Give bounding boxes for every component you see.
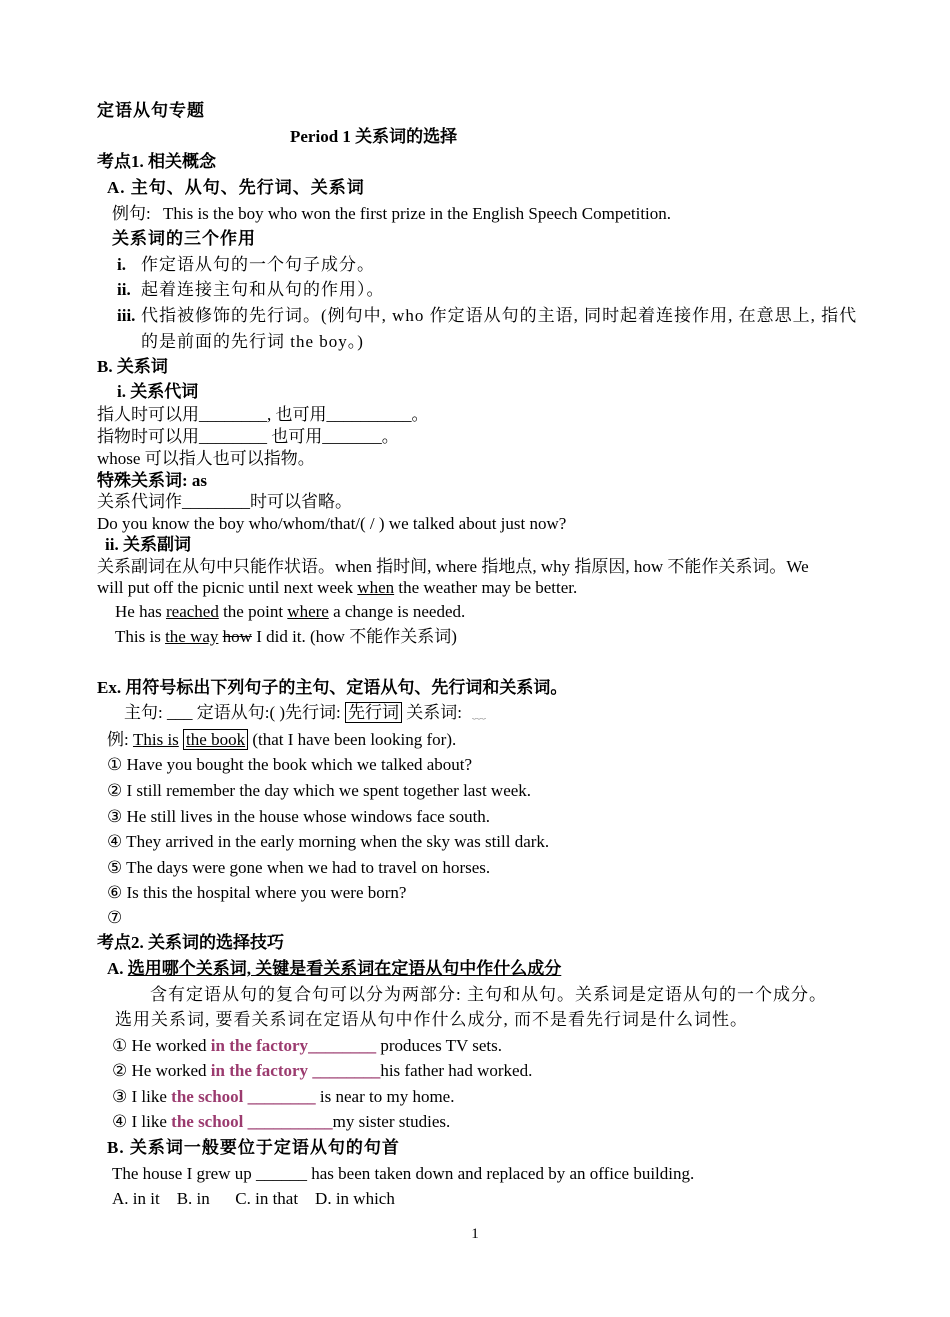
- text-run: is near to my home.: [315, 1087, 455, 1106]
- example-prefix: 例:: [107, 730, 133, 749]
- page-number: 1: [471, 1226, 479, 1242]
- text-run: a change is needed.: [328, 602, 466, 621]
- legend-relative-mark: ﹏: [472, 707, 486, 722]
- example-prefix: 例句:: [112, 204, 151, 223]
- period-title: Period 1 关系词的选择: [290, 127, 458, 146]
- role-text: 作定语从句的一个句子成分。: [141, 255, 375, 274]
- section2-b-label: B. 关系词一般要位于定语从句的句首: [107, 1138, 400, 1157]
- label-text: 选用哪个关系词, 关键是看关系词在定语从句中作什么成分: [127, 959, 562, 978]
- section1-b-label: B. 关系词: [97, 357, 168, 376]
- exercise-title: Ex. 用符号标出下列句子的主句、定语从句、先行词和关系词。: [97, 678, 568, 697]
- special-relative-label: 特殊关系词: as: [97, 471, 208, 490]
- example-text: This is the boy who won the first prize in the English Speech Competition.: [162, 204, 672, 223]
- role-item: [117, 254, 375, 276]
- omit-example: Do you know the boy who/whom/that/( / ) we talked about just now?: [97, 514, 567, 533]
- section2-b-sentence: The house I grew up ______ has been taken down and replaced by an office building.: [112, 1164, 695, 1183]
- exercise-item: ③ He still lives in the house whose windows face south.: [107, 807, 491, 826]
- section2-a-label: [107, 958, 561, 980]
- underlined-word: reached: [165, 602, 219, 621]
- legend-antecedent-box: 先行词: [345, 702, 402, 723]
- answer-blank: ________: [243, 1087, 316, 1106]
- exercise-item: ① Have you bought the book which we talked about?: [107, 755, 473, 774]
- answer-blank: ________: [308, 1036, 377, 1055]
- highlight-antecedent: the school: [171, 1087, 244, 1106]
- struck-word: how: [222, 627, 252, 646]
- adverb-example-3: [115, 626, 457, 648]
- exercise-item: ⑦: [107, 908, 123, 927]
- legend-main: 主句:: [124, 703, 167, 722]
- practice-question: [112, 1086, 454, 1108]
- highlight-antecedent: in the factory: [210, 1061, 309, 1080]
- text-run: the point: [218, 602, 288, 621]
- text-run: produces TV sets.: [376, 1036, 502, 1055]
- section1-heading: 考点1. 相关概念: [97, 152, 216, 171]
- exercise-example: [107, 729, 456, 751]
- adverb-line-1: 关系副词在从句中只能作状语。when 指时间, where 指地点, why 指原因, how 不能作关系词。We: [97, 557, 809, 576]
- exercise-item: ② I still remember the day which we spent together last week.: [107, 781, 532, 800]
- roles-title: 关系词的三个作用: [112, 229, 256, 248]
- text-run: his father had worked.: [380, 1061, 533, 1080]
- answer-blank: __________: [243, 1112, 333, 1131]
- legend-clause: 定语从句:( )先行词:: [192, 703, 346, 722]
- clause-text: (that I have been looking for).: [248, 730, 457, 749]
- main-clause-underlined: This is: [132, 730, 179, 749]
- text-run: ① He worked: [112, 1036, 211, 1055]
- relative-adverb-label: ii. 关系副词: [105, 535, 191, 554]
- role-text: 代指被修饰的先行词。(例句中, who 作定语从句的主语, 同时起着连接作用, 在意思上, 指代: [141, 306, 858, 325]
- label-prefix: A.: [107, 959, 128, 978]
- underlined-word: where: [287, 602, 329, 621]
- legend-relative: 关系词:: [402, 703, 462, 722]
- text-run: ③ I like: [112, 1087, 172, 1106]
- text-run: will put off the picnic until next week: [97, 578, 358, 597]
- whose-line: whose 可以指人也可以指物。: [97, 449, 315, 468]
- exercise-item: ⑥ Is this the hospital where you were born?: [107, 883, 407, 902]
- practice-question: [112, 1111, 450, 1133]
- exercise-legend: [124, 702, 486, 726]
- adverb-line-2: [97, 577, 577, 599]
- text-run: ④ I like: [112, 1112, 172, 1131]
- role-text: 起着连接主句和从句的作用）。: [141, 280, 385, 299]
- role-item: [117, 279, 385, 301]
- legend-main-blank: ___: [166, 703, 193, 722]
- section1-a-label: A. 主句、从句、先行词、关系词: [107, 178, 365, 197]
- section2-b-options: A. in it B. in C. in that D. in which: [112, 1189, 395, 1208]
- omit-line: 关系代词作________时可以省略。: [97, 492, 352, 511]
- section2-explain-2: 选用关系词, 要看关系词在定语从句中作什么成分, 而不是看先行词是什么词性。: [115, 1010, 748, 1029]
- section2-heading: 考点2. 关系词的选择技巧: [97, 933, 284, 952]
- practice-question: [112, 1060, 532, 1082]
- text-run: ② He worked: [112, 1061, 211, 1080]
- answer-blank: ________: [308, 1061, 381, 1080]
- text-run: the weather may be better.: [394, 578, 578, 597]
- thing-fill-line: 指物时可以用________ 也可用_______。: [97, 427, 399, 446]
- section1-example: [112, 203, 671, 225]
- underlined-word: when: [357, 578, 395, 597]
- text-run: I did it. (how 不能作关系词): [251, 627, 457, 646]
- topic-title: 定语从句专题: [97, 101, 205, 120]
- antecedent-boxed: the book: [183, 729, 248, 750]
- highlight-antecedent: the school: [171, 1112, 244, 1131]
- highlight-antecedent: in the factory: [210, 1036, 309, 1055]
- practice-question: [112, 1035, 502, 1057]
- role-num: i.: [117, 255, 126, 274]
- role-num: ii.: [117, 280, 131, 299]
- section2-explain-1: 含有定语从句的复合句可以分为两部分: 主句和从句。关系词是定语从句的一个成分。: [150, 985, 827, 1004]
- role-num: iii.: [117, 306, 136, 325]
- exercise-item: ⑤ The days were gone when we had to travel on horses.: [107, 858, 491, 877]
- relative-pronoun-label: i. 关系代词: [117, 382, 199, 401]
- adverb-example-2: [115, 601, 465, 623]
- role-item: [117, 305, 857, 327]
- person-fill-line: 指人时可以用________, 也可用__________。: [97, 405, 429, 424]
- role-item-continuation: 的是前面的先行词 the boy。): [141, 332, 364, 351]
- exercise-item: ④ They arrived in the early morning when the sky was still dark.: [107, 832, 550, 851]
- text-run: This is: [115, 627, 166, 646]
- text-run: He has: [115, 602, 166, 621]
- underlined-word: the way: [165, 627, 219, 646]
- text-run: my sister studies.: [332, 1112, 451, 1131]
